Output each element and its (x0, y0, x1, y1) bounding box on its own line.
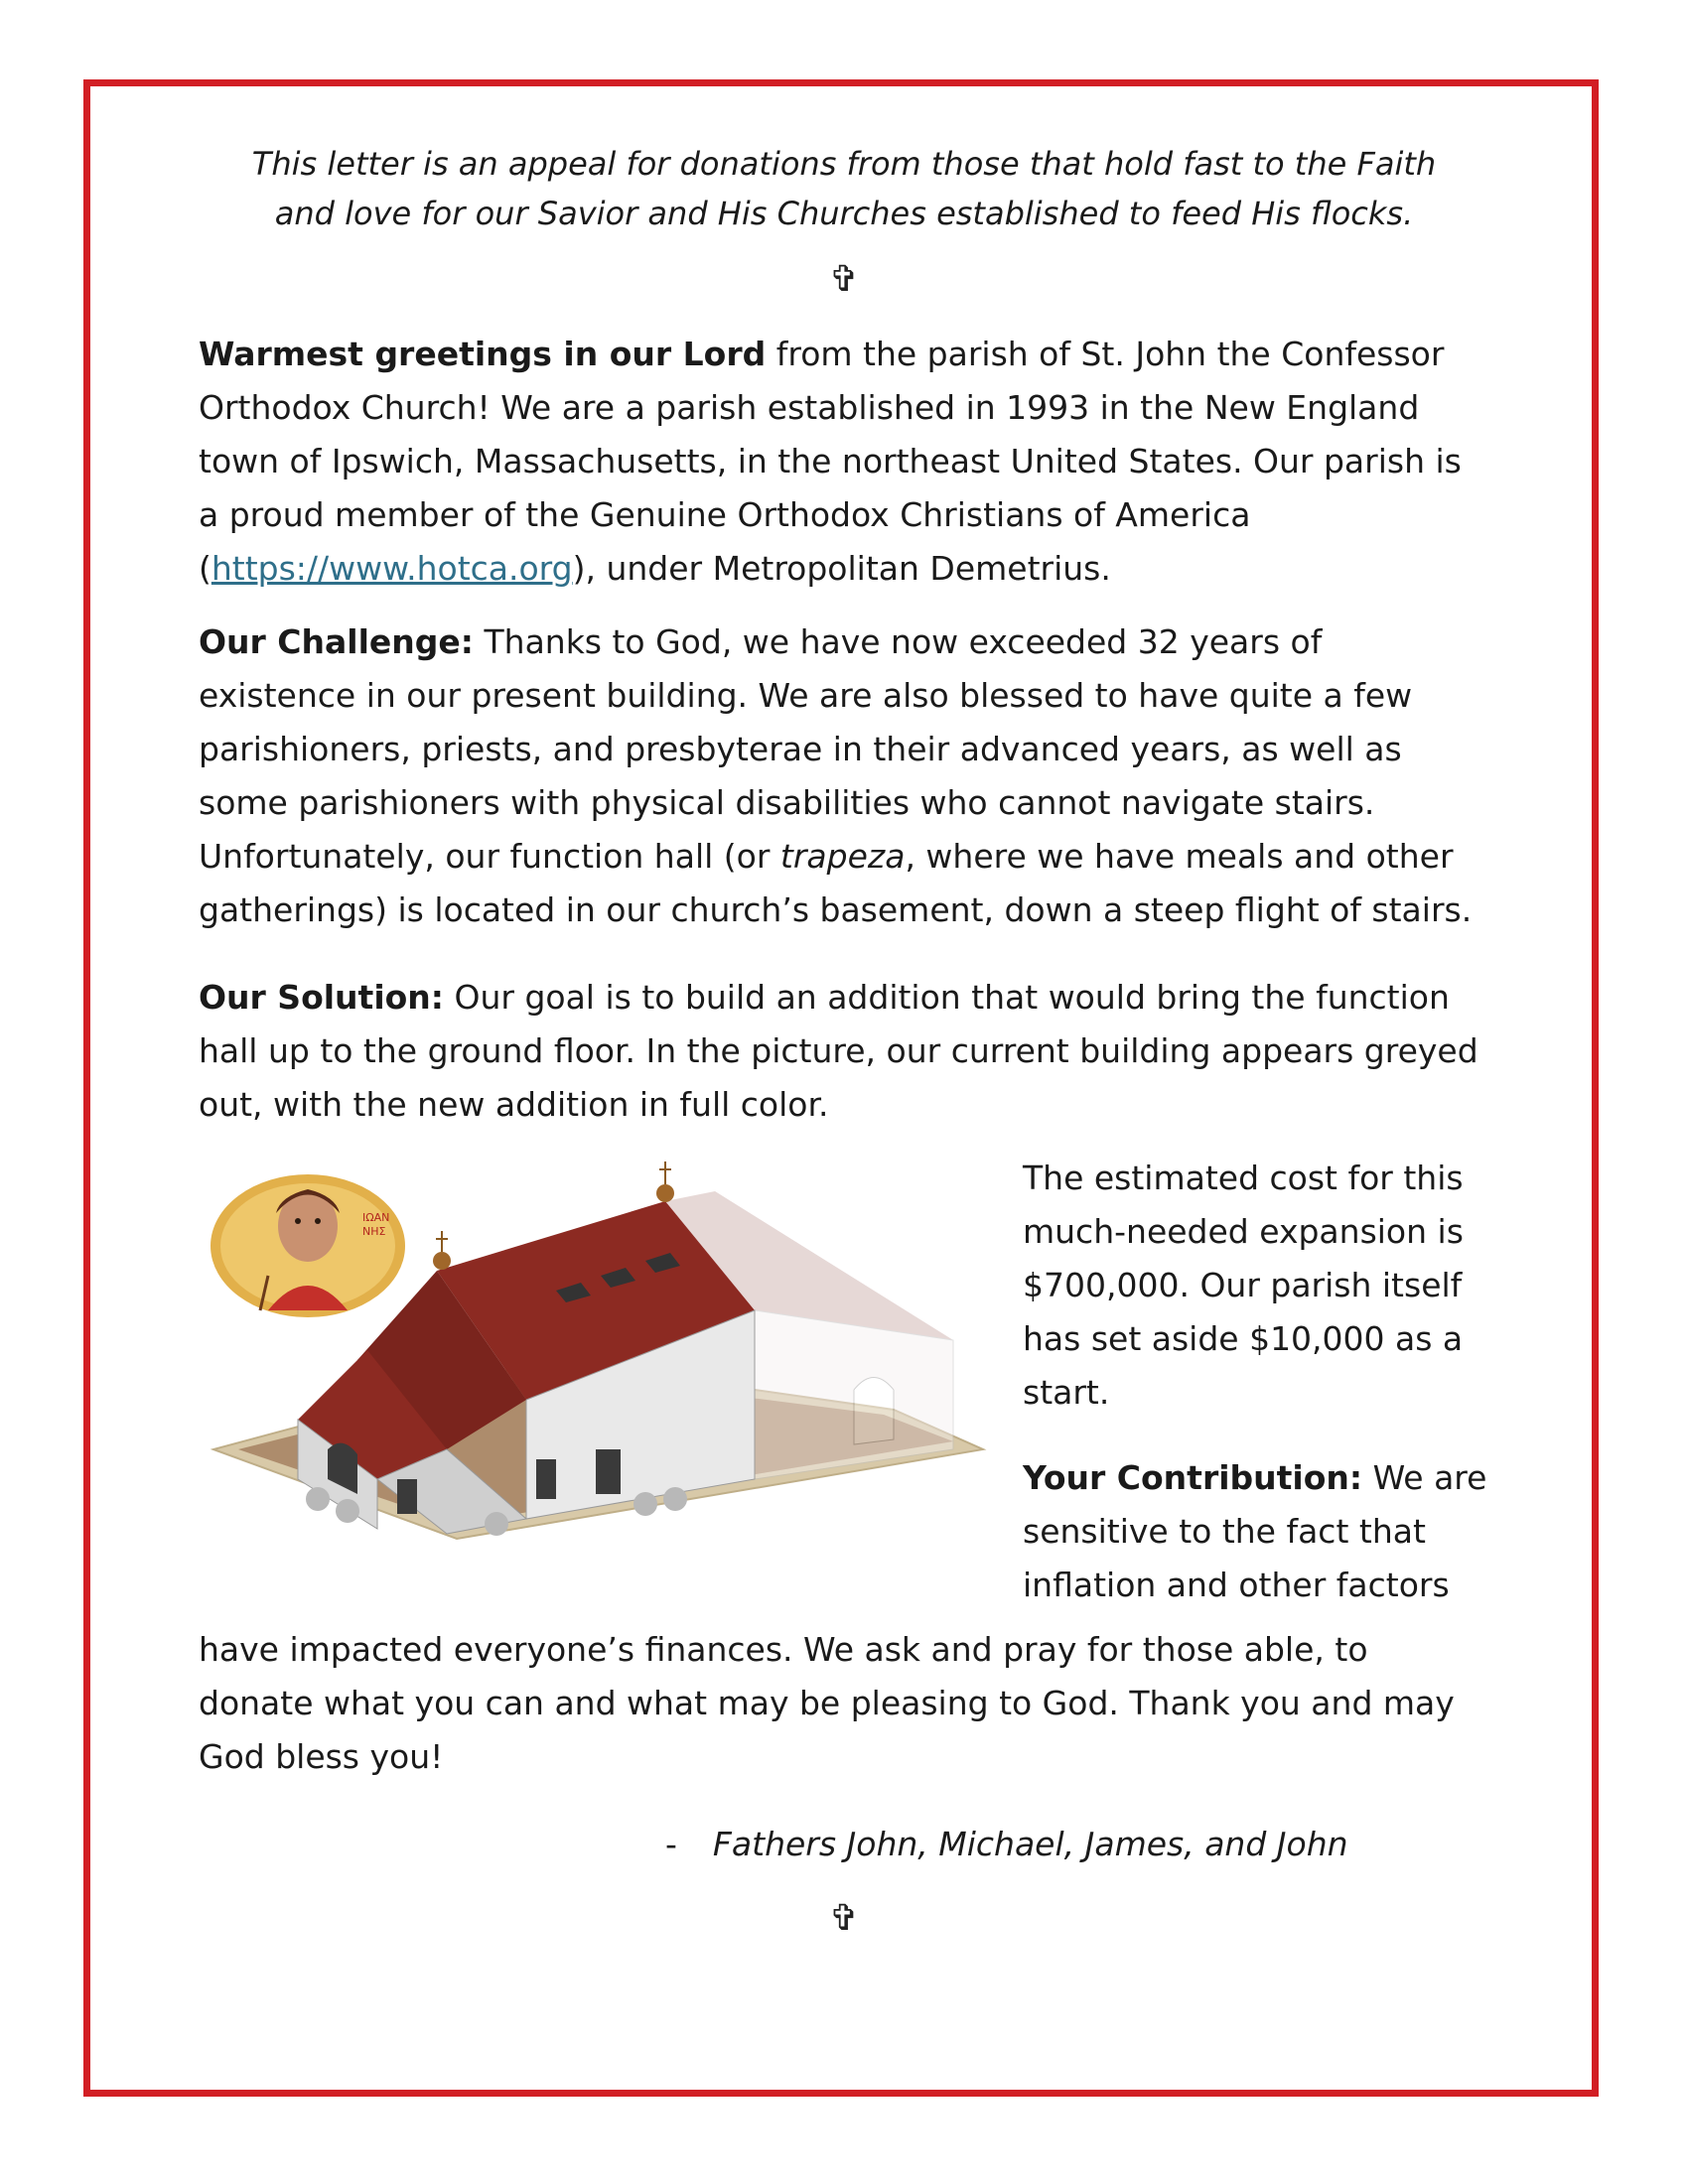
challenge-text: Thanks to God, we have now exceeded 32 years of existence in our present building. We are also blessed to have quite a few parishioners, priests, and presbyterae in their advanced years, as well as some parishioners with physical disabilities who cannot navigate stairs. Unfortunately, our function hall (or (199, 622, 1413, 876)
greeting-text: from the parish of St. John the Confessor Orthodox Church! We are a parish established in 1993 in the New England town of Ipswich, Massachusetts, in the northeast United States. Our parish is a proud member of the Genuine Orthodox Christians of America ( (199, 335, 1462, 588)
greeting-paragraph (199, 328, 1489, 596)
contribution-text: We are sensitive to the fact that inflation and other factors (1023, 1458, 1487, 1604)
signature-dash: - (665, 1825, 677, 1863)
intro-text (199, 139, 1489, 238)
challenge-bold: Our Challenge: (199, 622, 474, 661)
challenge-text-end: , where we have meals and other gatherings) is located in our church’s basement, down a steep flight of stairs. (199, 837, 1473, 929)
intro-line-2: and love for our Savior and His Churches established to feed His flocks. (274, 195, 1414, 232)
greeting-bold: Warmest greetings in our Lord (199, 335, 767, 373)
hotca-link[interactable]: https://www.hotca.org (211, 549, 573, 588)
cross-icon: ✞ (828, 259, 860, 300)
challenge-italic: trapeza (779, 837, 906, 876)
svg-text:ΙΩΑΝ: ΙΩΑΝ (362, 1211, 390, 1224)
figure-section (199, 1152, 1489, 1623)
letter-body (199, 139, 1489, 1939)
saint-icon-medallion (211, 1174, 405, 1317)
signature (665, 1818, 1489, 1871)
contribution-bold: Your Contribution: (1023, 1458, 1363, 1497)
svg-text:ΝΗΣ: ΝΗΣ (362, 1225, 386, 1238)
cross-icon-bottom: ✞ (828, 1898, 860, 1939)
solution-text: Our goal is to build an addition that would bring the function hall up to the ground floor. In the picture, our current building appears greyed out, with the new addition in full color. (199, 978, 1478, 1124)
intro-line-1: This letter is an appeal for donations from those that hold fast to the Faith (251, 145, 1437, 183)
contribution-continued: have impacted everyone’s finances. We ask and pray for those able, to donate what you can and what may be pleasing to God. Thank you and may God bless you! (199, 1630, 1455, 1776)
greeting-text-end: ), under Metropolitan Demetrius. (572, 549, 1111, 588)
challenge-paragraph (199, 615, 1489, 937)
church-addition-illustration (199, 1152, 1003, 1549)
signature-text: Fathers John, Michael, James, and John (712, 1825, 1348, 1863)
cost-paragraph: The estimated cost for this much-needed expansion is $700,000. Our parish itself has set aside $10,000 as a start. (1023, 1159, 1464, 1412)
solution-paragraph (199, 971, 1489, 1132)
contribution-paragraph (1023, 1451, 1499, 1612)
side-text (1023, 1152, 1499, 1612)
solution-bold: Our Solution: (199, 978, 445, 1017)
